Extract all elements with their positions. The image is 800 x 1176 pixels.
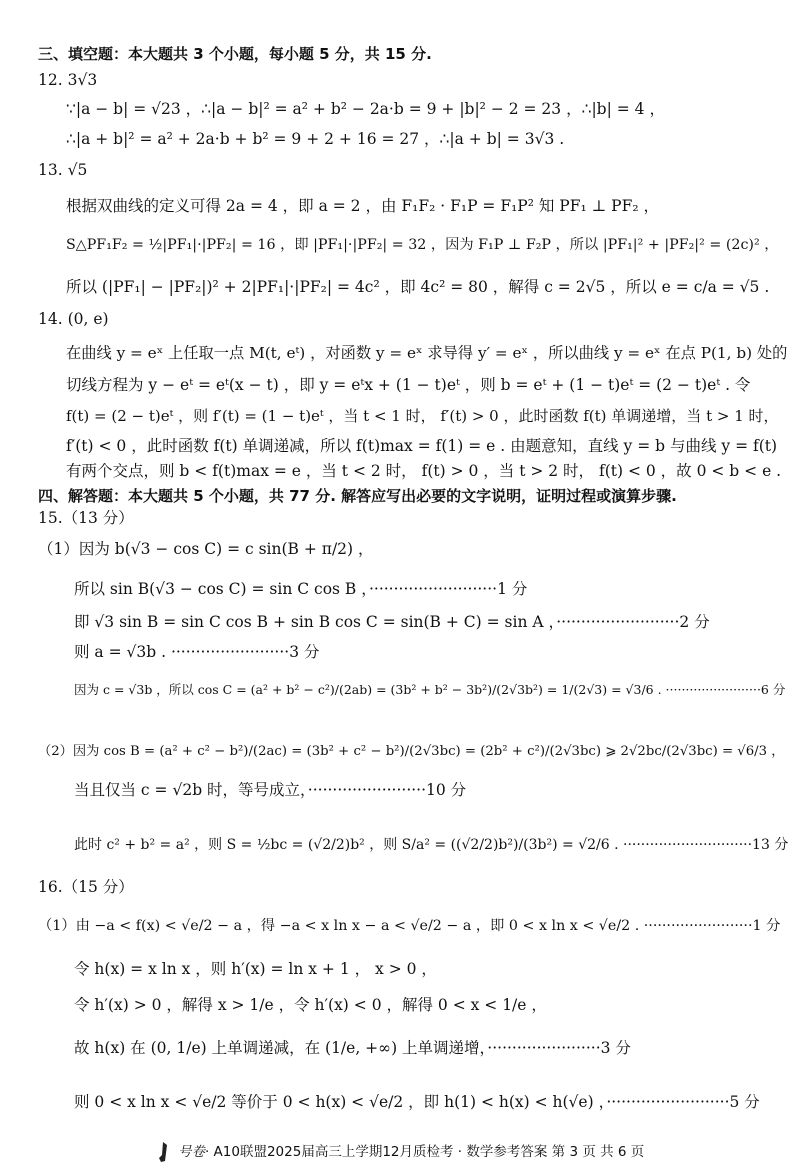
footer-text: · A10联盟2025届高三上学期12月质检考 · 数学参考答案 第 3 页 共 6 页: [204, 1144, 645, 1160]
q16-line4: 故 h(x) 在 (0, 1/e) 上单调递减，在 (1/e, +∞) 上单调递增，·······················3 分: [74, 1039, 631, 1057]
q14-line2: 切线方程为 y − eᵗ = eᵗ(x − t) ，即 y = eᵗx + (1 − t)eᵗ ，则 b = eᵗ + (1 − t)eᵗ = (2 − t)eᵗ . 令: [66, 376, 751, 394]
section3-heading: 三、填空题：本大题共 3 个小题，每小题 5 分，共 15 分.: [38, 45, 432, 63]
q12-answer: 12. 3√3: [38, 71, 98, 89]
section4-heading: 四、解答题：本大题共 5 个小题，共 77 分. 解答应写出必要的文字说明，证明过程或演算步骤.: [38, 487, 677, 505]
q15-p1-line5: 因为 c = √3b ，所以 cos C = (a² + b² − c²)/(2ab) = (3b² + b² − 3b²)/(2√3b²) = 1/(2√3) = √3/6 . ························6 分: [74, 682, 786, 697]
page-footer: [0, 1140, 800, 1163]
q16-label: 16.（15 分）: [38, 878, 134, 896]
q14-line1: 在曲线 y = eˣ 上任取一点 M(t, eᵗ) ，对函数 y = eˣ 求导得 y′ = eˣ ，所以曲线 y = eˣ 在点 P(1, b) 处的: [66, 344, 788, 362]
q15-p2-line3: 此时 c² + b² = a² ，则 S = ½bc = (√2/2)b² ，则 S/a² = ((√2/2)b²)/(3b²) = √2/6 . ·····························13 分: [74, 837, 789, 853]
q15-p1-line4: 则 a = √3b . ························3 分: [74, 643, 320, 661]
q15-p2-line2: 当且仅当 c = √2b 时，等号成立，························10 分: [74, 781, 467, 799]
footer-brand: 号卷: [177, 1144, 205, 1160]
q15-label: 15.（13 分）: [38, 509, 134, 527]
q15-p1-line3: 即 √3 sin B = sin C cos B + sin B cos C = sin(B + C) = sin A ，·························2 分: [74, 613, 710, 631]
q16-line2: 令 h(x) = x ln x ，则 h′(x) = ln x + 1 ， x > 0 ，: [74, 960, 437, 978]
q15-p1-line1: （1）因为 b(√3 − cos C) = c sin(B + π/2) ，: [38, 540, 374, 558]
q13-answer: 13. √5: [38, 161, 88, 179]
q15-p2-line1: （2）因为 cos B = (a² + c² − b²)/(2ac) = (3b² + c² − b²)/(2√3bc) = (2b² + c²)/(2√3bc) ⩾ 2√2bc/(2√3bc) = √6/3 ，: [38, 744, 785, 759]
q14-line4: f′(t) < 0 ，此时函数 f(t) 单调递减，所以 f(t)max = f(1) = e . 由题意知，直线 y = b 与曲线 y = f(t): [66, 437, 778, 455]
q13-line3: 所以 (|PF₁| − |PF₂|)² + 2|PF₁|·|PF₂| = 4c² ，即 4c² = 80 ，解得 c = 2√5 ，所以 e = c/a = √5 .: [66, 278, 770, 296]
q14-line5: 有两个交点，则 b < f(t)max = e ，当 t < 2 时， f(t) > 0 ，当 t > 2 时， f(t) < 0 ，故 0 < b < e .: [66, 462, 782, 480]
q12-line1: ∵|a − b| = √23 ，∴|a − b|² = a² + b² − 2a·b = 9 + |b|² − 2 = 23 ，∴|b| = 4 ，: [66, 100, 665, 118]
q16-line3: 令 h′(x) > 0 ，解得 x > 1/e ，令 h′(x) < 0 ，解得 0 < x < 1/e ，: [74, 996, 547, 1014]
q13-line2: S△PF₁F₂ = ½|PF₁|·|PF₂| = 16 ，即 |PF₁|·|PF₂| = 32 ，因为 F₁P ⊥ F₂P ，所以 |PF₁|² + |PF₂|² = (2c)² ，: [66, 237, 779, 253]
q15-p1-line2: 所以 sin B(√3 − cos C) = sin C cos B ，··························1 分: [74, 580, 528, 598]
q16-line1: （1）由 −a < f(x) < √e/2 − a ，得 −a < x ln x − a < √e/2 − a ，即 0 < x ln x < √e/2 . ························1 分: [38, 918, 781, 934]
brand-logo-icon: [156, 1141, 170, 1163]
q14-line3: f(t) = (2 − t)eᵗ ，则 f′(t) = (1 − t)eᵗ ，当 t < 1 时， f′(t) > 0 ，此时函数 f(t) 单调递增，当 t > 1 时，: [66, 407, 779, 425]
q14-answer: 14. (0, e): [38, 310, 109, 328]
q12-line2: ∴|a + b|² = a² + 2a·b + b² = 9 + 2 + 16 = 27 ，∴|a + b| = 3√3 .: [66, 130, 565, 148]
q16-line5: 则 0 < x ln x < √e/2 等价于 0 < h(x) < √e/2 ，即 h(1) < h(x) < h(√e) ，·························5 分: [74, 1093, 760, 1111]
q13-line1: 根据双曲线的定义可得 2a = 4 ，即 a = 2 ，由 F₁F₂ · F₁P = F₁P² 知 PF₁ ⊥ PF₂ ，: [66, 197, 659, 215]
